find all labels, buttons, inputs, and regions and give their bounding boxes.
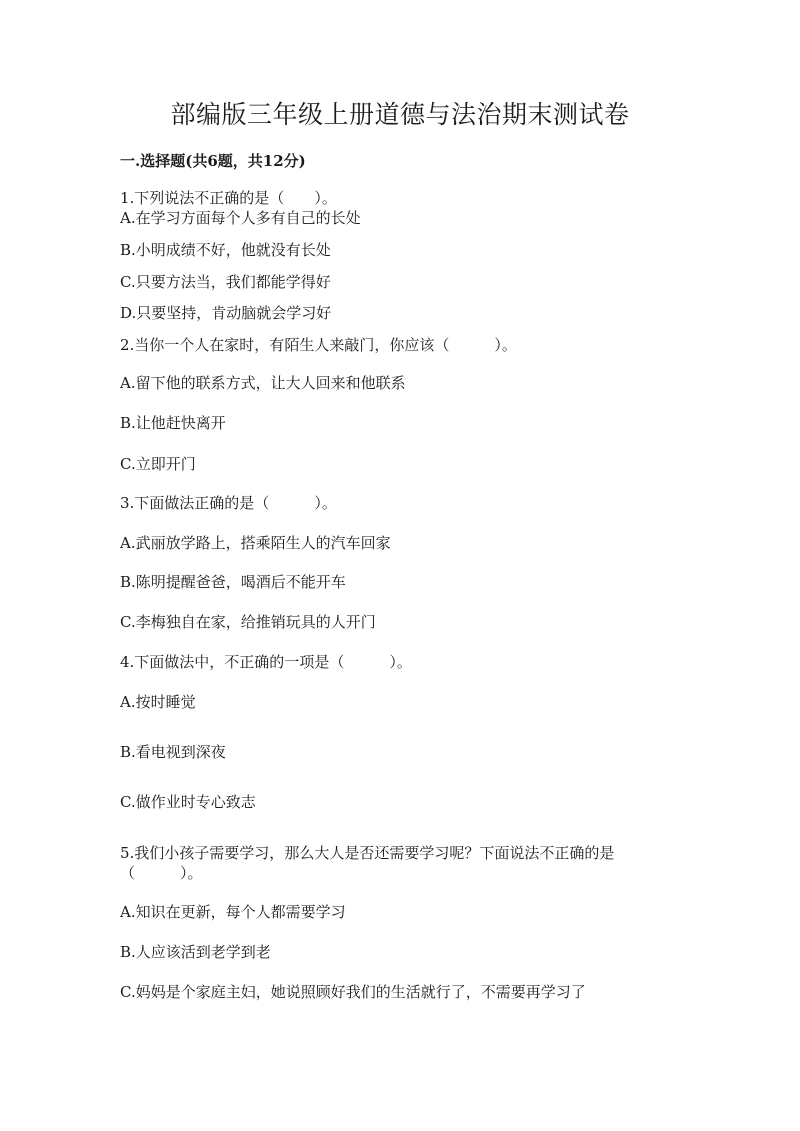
question-1-option-d: D.只要坚持，肯动脑就会学习好 bbox=[120, 304, 332, 322]
question-2-option-b: B.让他赶快离开 bbox=[120, 414, 226, 432]
question-5-option-a: A.知识在更新，每个人都需要学习 bbox=[120, 903, 346, 921]
page-title: 部编版三年级上册道德与法治期末测试卷 bbox=[170, 100, 630, 129]
question-4-stem: 4.下面做法中，不正确的一项是（ ）。 bbox=[120, 653, 412, 671]
question-4-option-c: C.做作业时专心致志 bbox=[120, 793, 256, 811]
question-5-stem-line1: 5.我们小孩子需要学习，那么大人是否还需要学习呢？下面说法不正确的是 bbox=[120, 844, 615, 862]
question-4-option-b: B.看电视到深夜 bbox=[120, 743, 226, 761]
question-4-option-a: A.按时睡觉 bbox=[120, 693, 196, 711]
question-1-option-b: B.小明成绩不好，他就没有长处 bbox=[120, 241, 331, 259]
question-1-option-c: C.只要方法当，我们都能学得好 bbox=[120, 273, 331, 291]
question-2-option-c: C.立即开门 bbox=[120, 455, 196, 473]
question-3-option-b: B.陈明提醒爸爸，喝酒后不能开车 bbox=[120, 573, 346, 591]
question-3-option-c: C.李梅独自在家，给推销玩具的人开门 bbox=[120, 613, 376, 631]
question-3-stem: 3.下面做法正确的是（ ）。 bbox=[120, 494, 337, 512]
question-2-stem: 2.当你一个人在家时，有陌生人来敲门，你应该（ ）。 bbox=[120, 336, 517, 354]
question-1-option-a: A.在学习方面每个人多有自己的长处 bbox=[120, 209, 361, 227]
question-5-option-b: B.人应该活到老学到老 bbox=[120, 943, 271, 961]
section-heading: 一.选择题(共6题，共12分) bbox=[120, 152, 306, 170]
question-5-option-c: C.妈妈是个家庭主妇，她说照顾好我们的生活就行了，不需要再学习了 bbox=[120, 983, 586, 1001]
question-3-option-a: A.武丽放学路上，搭乘陌生人的汽车回家 bbox=[120, 534, 391, 552]
question-5-stem-line2: （ ）。 bbox=[120, 864, 203, 882]
question-1-stem: 1.下列说法不正确的是（ ）。 bbox=[120, 189, 337, 207]
question-2-option-a: A.留下他的联系方式，让大人回来和他联系 bbox=[120, 374, 406, 392]
